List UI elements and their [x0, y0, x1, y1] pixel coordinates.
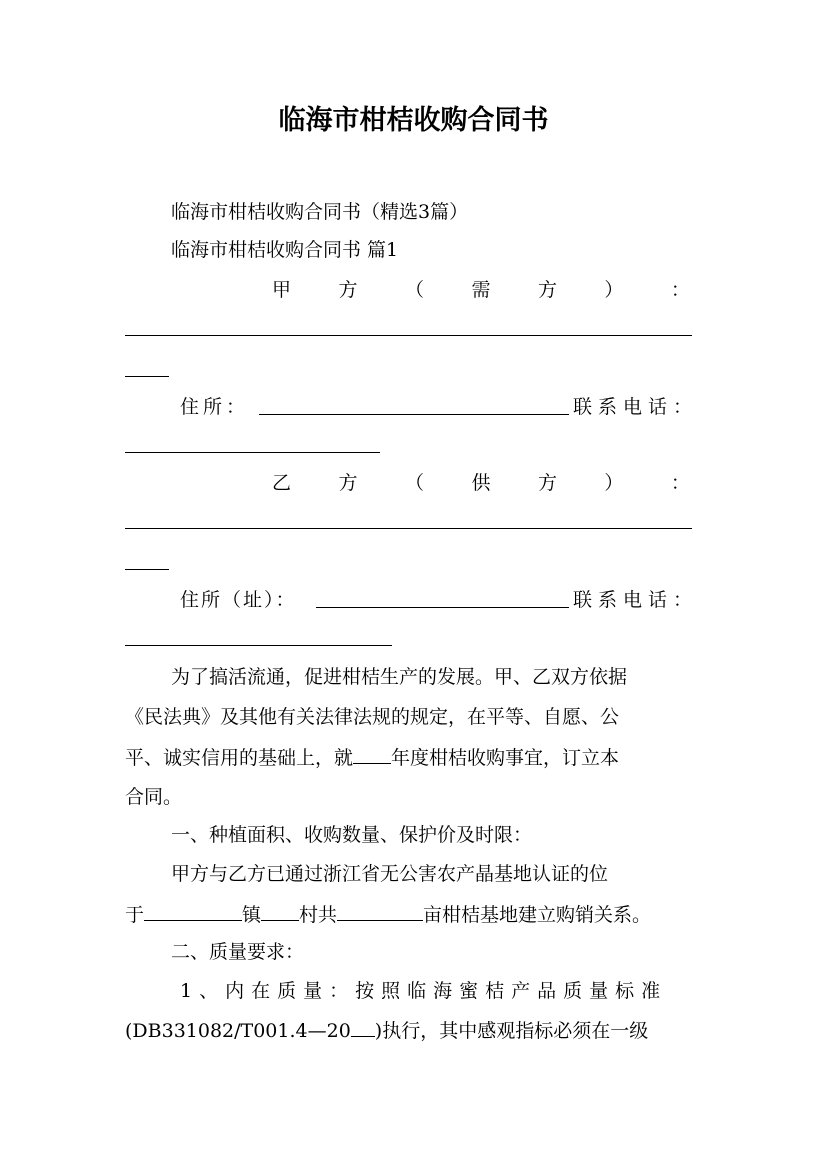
part-heading: 临海市柑桔收购合同书 篇1: [171, 239, 399, 261]
section-1-line-1: 甲方与乙方已通过浙江省无公害农产晶基地认证的位: [171, 863, 609, 885]
intro-line-3-part-b: 年度柑桔收购事宜，订立本: [391, 747, 620, 769]
party-a-char: ：: [670, 279, 690, 301]
party-b-heading: [272, 471, 690, 495]
document-title: 临海市柑桔收购合同书: [278, 105, 549, 136]
party-a-address-label: 住所：: [180, 396, 250, 418]
party-a-address-blank[interactable]: [259, 414, 569, 415]
party-a-char: 方: [537, 279, 557, 301]
party-b-phone-label: 联系电话：: [573, 589, 699, 611]
party-a-char: 需: [471, 279, 491, 301]
intro-line-2: 《民法典》及其他有关法律法规的规定，在平等、自愿、公: [125, 706, 620, 728]
section-2-item-1-line-1: 1、内在质量：按照临海蜜桔产品质量标准: [180, 980, 668, 1002]
section-2-text: )执行，其中感观指标必须在一级: [374, 1020, 649, 1042]
party-b-address-label: 住所（址）：: [180, 589, 297, 611]
party-a-heading: [272, 278, 690, 302]
village-blank[interactable]: [261, 902, 299, 921]
section-1-text-b: 镇: [242, 904, 262, 926]
party-b-char: 乙: [272, 472, 292, 494]
party-b-char: 方: [338, 472, 358, 494]
party-b-phone-blank[interactable]: [125, 645, 392, 646]
party-b-address-blank[interactable]: [316, 607, 569, 608]
party-b-char: 方: [537, 472, 557, 494]
intro-line-3: [125, 745, 619, 770]
party-b-char: ）: [604, 472, 624, 494]
section-1-text-c: 村共: [299, 904, 338, 926]
party-a-char: 甲: [272, 279, 292, 301]
party-b-char: ：: [670, 472, 690, 494]
standard-code: (DB331082/T001.4—20: [125, 1020, 351, 1042]
year-blank[interactable]: [353, 745, 391, 764]
party-a-char: ）: [604, 279, 624, 301]
party-a-name-blank-cont[interactable]: [125, 376, 169, 377]
standard-year-blank[interactable]: [351, 1018, 375, 1037]
section-1-text-a: 于: [125, 904, 145, 926]
party-b-name-blank-cont[interactable]: [125, 569, 169, 570]
party-a-phone-label: 联系电话：: [573, 396, 699, 418]
section-1-text-d: 亩柑桔基地建立购销关系。: [423, 904, 652, 926]
section-1-line-2: [125, 902, 651, 927]
party-a-char: 方: [338, 279, 358, 301]
section-2-item-1-line-2: [125, 1018, 648, 1043]
section-1-heading: 一、种植面积、收购数量、保护价及时限：: [171, 824, 533, 846]
party-a-name-blank[interactable]: [125, 335, 692, 336]
intro-line-1: 为了搞活流通，促进柑桔生产的发展。甲、乙双方依据: [171, 666, 628, 688]
section-2-heading: 二、质量要求：: [171, 941, 305, 963]
party-a-phone-blank[interactable]: [125, 452, 380, 453]
party-b-name-blank[interactable]: [125, 528, 692, 529]
intro-line-3-part-a: 平、诚实信用的基础上，就: [125, 747, 354, 769]
party-b-char: 供: [471, 472, 491, 494]
party-a-char: （: [404, 279, 424, 301]
document-subtitle: 临海市柑桔收购合同书（精选3篇）: [171, 201, 469, 223]
party-b-char: （: [404, 472, 424, 494]
acreage-blank[interactable]: [337, 902, 423, 921]
intro-line-4: 合同。: [125, 786, 183, 808]
town-blank[interactable]: [144, 902, 242, 921]
